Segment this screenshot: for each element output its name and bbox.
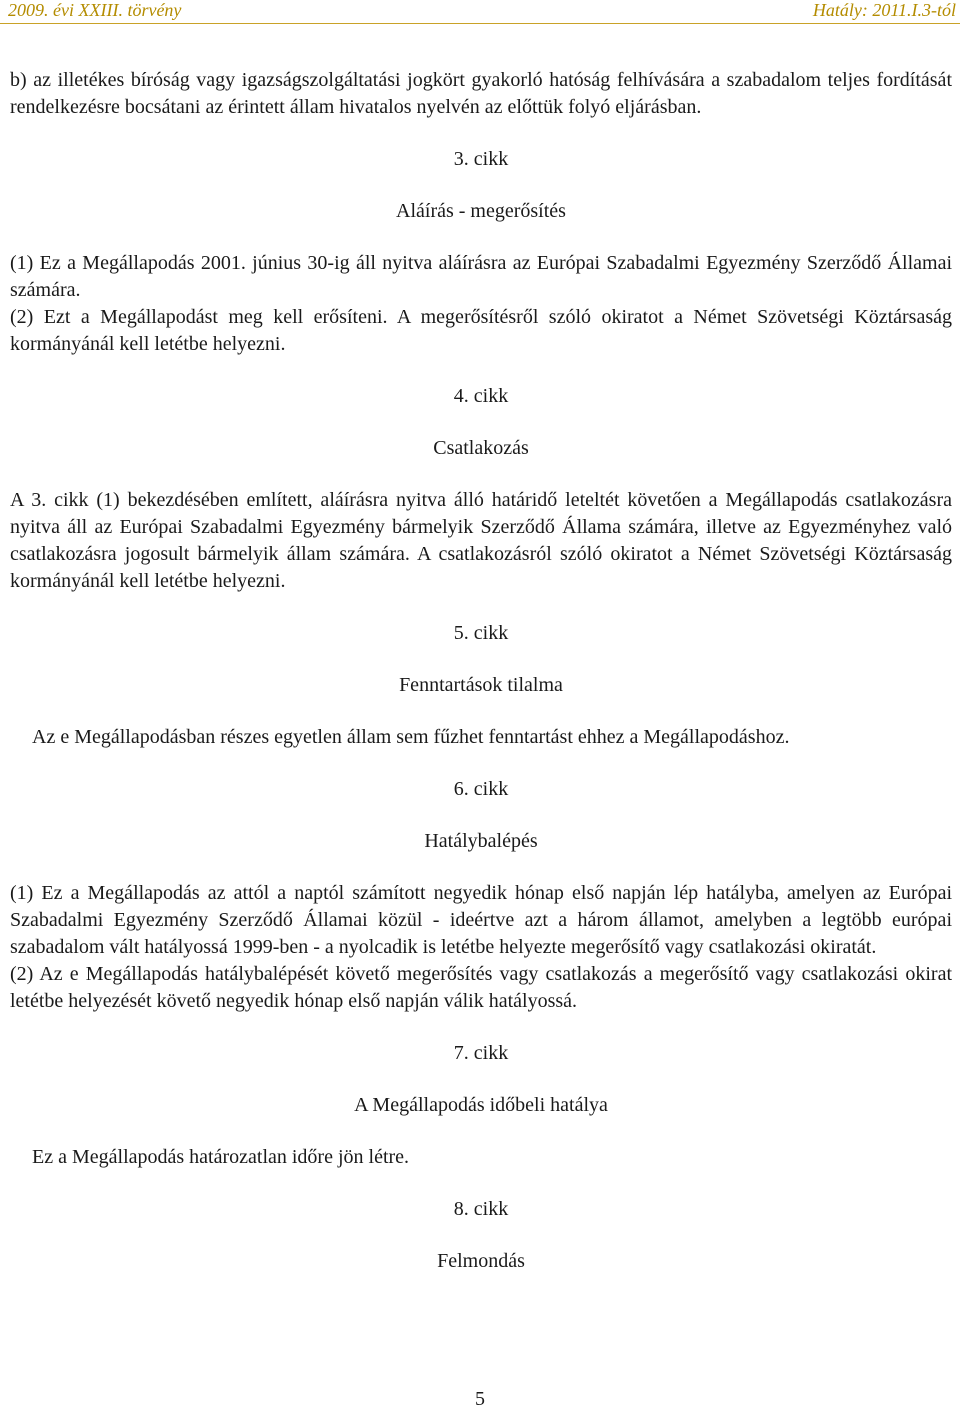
article-4-paragraph-1: A 3. cikk (1) bekezdésében említett, aláírásra nyitva álló határidő leteltét követően a Megállapodás csatlakozásra nyitva áll az Európai Szabadalmi Egyezmény bármelyik Szerződő Állama számára, illetve az Egyezményhez való csatlakozásra jogosult bármelyik állam számára. A csatlakozásról szóló okiratot a Német Szövetségi Köztársaság kormányánál kell letétbe helyezni. xyxy=(10,489,952,592)
article-3-paragraph-2: (2) Ezt a Megállapodást meg kell erősíteni. A megerősítésről szóló okiratot a Német Szövetségi Köztársaság kormányánál kell letétbe helyezni. xyxy=(10,306,952,355)
article-6-paragraph-1: (1) Ez a Megállapodás az attól a naptól számított negyedik hónap első napján lép hatályba, amelyen az Európai Szabadalmi Egyezmény Szerződő Államai közül - ideértve azt a három államot, amelyben a legtöbb európai szabadalom vált hatályossá 1999-ben - a nyolcadik is letétbe helyezte megerősítő vagy csatlakozási okiratát. xyxy=(10,882,952,958)
article-7-title: A Megállapodás időbeli hatálya xyxy=(354,1094,608,1116)
document-body xyxy=(10,67,952,1275)
article-4-number: 4. cikk xyxy=(453,385,509,407)
article-8-title: Felmondás xyxy=(437,1250,525,1272)
article-5-paragraph-1: Az e Megállapodásban részes egyetlen állam sem fűzhet fenntartást ehhez a Megállapodáshoz. xyxy=(32,726,790,748)
article-4-title: Csatlakozás xyxy=(433,437,529,459)
article-6-paragraph-2: (2) Az e Megállapodás hatálybalépését követő megerősítés vagy csatlakozás a megerősítő vagy csatlakozási okirat letétbe helyezését követő negyedik hónap első napján válik hatályossá. xyxy=(10,963,952,1012)
paragraph-b: b) az illetékes bíróság vagy igazságszolgáltatási jogkört gyakorló hatóság felhívására a szabadalom teljes fordítását rendelkezésre bocsátani az érintett állam hivatalos nyelvén az előttük folyó eljárásban. xyxy=(10,69,952,118)
article-3-number: 3. cikk xyxy=(453,148,509,170)
header-divider xyxy=(0,23,960,24)
article-3-title: Aláírás - megerősítés xyxy=(396,200,566,222)
article-7-number: 7. cikk xyxy=(453,1042,509,1064)
article-3-paragraph-1: (1) Ez a Megállapodás 2001. június 30-ig áll nyitva aláírásra az Európai Szabadalmi Egyezmény Szerződő Államai számára. xyxy=(10,252,952,301)
article-5-title: Fenntartások tilalma xyxy=(399,674,563,696)
page-number: 5 xyxy=(475,1388,485,1410)
article-6-title: Hatálybalépés xyxy=(424,830,538,852)
header-law-title: 2009. évi XXIII. törvény xyxy=(8,0,182,20)
header-effective-date: Hatály: 2011.I.3-tól xyxy=(812,0,956,20)
article-6-number: 6. cikk xyxy=(453,778,509,800)
article-7-paragraph-1: Ez a Megállapodás határozatlan időre jön létre. xyxy=(32,1146,410,1168)
article-5-number: 5. cikk xyxy=(453,622,509,644)
article-8-number: 8. cikk xyxy=(453,1198,509,1220)
page-header xyxy=(0,0,960,22)
